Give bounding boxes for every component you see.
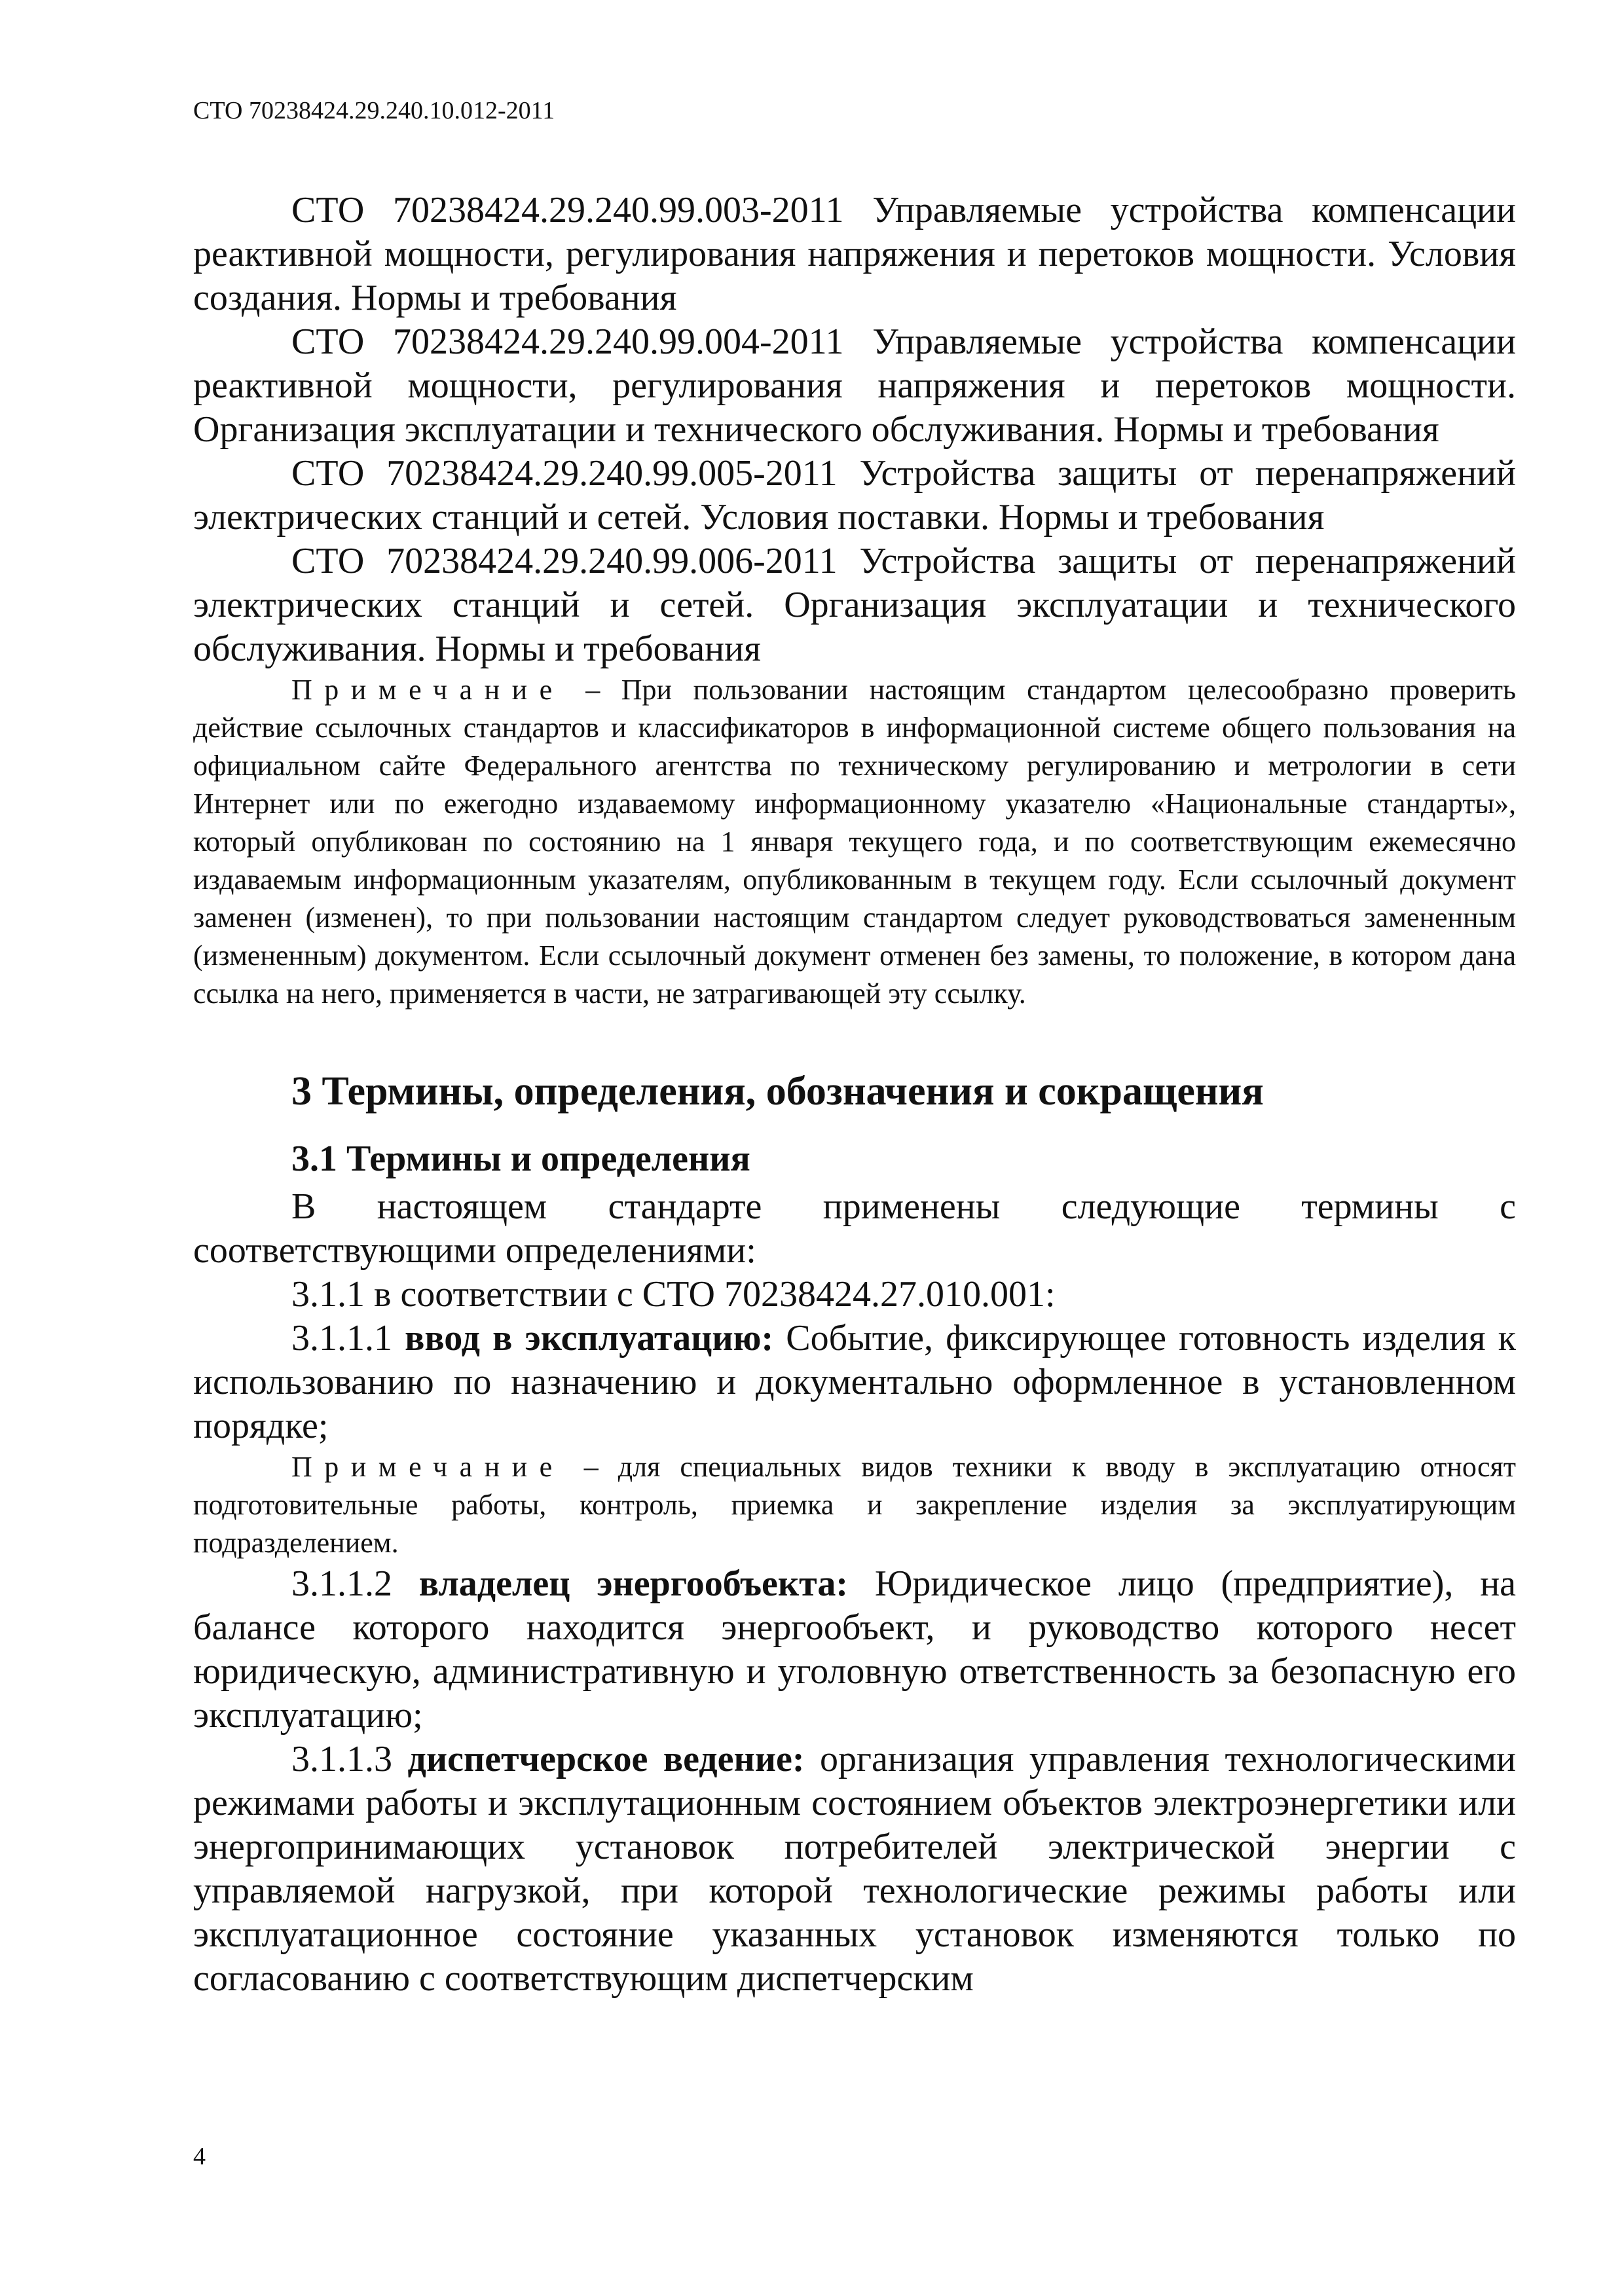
reference-item <box>193 539 1516 671</box>
reference-title: Управляемые устройства компенсации реактивной мощности, регулирования напряжения и перетоков мощности. Организация эксплуатации и технического обслуживания. Нормы и требования <box>193 321 1516 450</box>
note-text: – При пользовании настоящим стандартом целесообразно проверить действие ссылочных стандартов и классификаторов в информационной системе общего пользования на официальном сайте Федерального агентства по техническому регулированию и метрологии в сети Интернет или по ежегодно издаваемому информационному указателю «Национальные стандарты», который опубликован по состоянию на 1 января текущего года, и по соответствующим ежемесячно издаваемым информационным указателям, опубликованным в текущем году. Если ссылочный документ заменен (изменен), то при пользовании настоящим стандартом следует руководствоваться замененным (измененным) документом. Если ссылочный документ отменен без замены, то положение, в котором дана ссылка на него, применяется в части, не затрагивающей эту ссылку. <box>193 674 1516 1010</box>
term-definition: Юридическое лицо (предприятие), на балансе которого находится энергообъект, и руководство которого несет юридическую, административную и уголовную ответственность за безопасную его эксплуатацию; <box>193 1563 1517 1736</box>
term-name: владелец энергообъекта: <box>418 1563 849 1604</box>
section-heading: 3 Термины, определения, обозначения и сокращения <box>291 1069 1264 1114</box>
term-entry <box>193 1562 1516 1738</box>
term-definition: Событие, фиксирующее готовность изделия к использованию по назначению и документально оформленное в установленном порядке; <box>193 1318 1516 1446</box>
reference-item <box>193 189 1516 320</box>
clause-3-1-1: 3.1.1 в соответствии с СТО 70238424.27.010.001: <box>291 1274 1056 1315</box>
running-header: СТО 70238424.29.240.10.012-2011 <box>193 97 555 124</box>
reference-code: СТО 70238424.29.240.99.003-2011 <box>291 190 844 230</box>
reference-title: Устройства защиты от перенапряжений электрических станций и сетей. Условия поставки. Нормы и требования <box>193 453 1516 538</box>
note-label: Примечание <box>291 674 564 706</box>
reference-code: СТО 70238424.29.240.99.005-2011 <box>291 453 838 494</box>
term-name: диспетчерское ведение: <box>407 1739 805 1779</box>
note-text: – для специальных видов техники к вводу в эксплуатацию относят подготовительные работы, контроль, приемка и закрепление изделия за эксплуатирующим подразделением. <box>193 1451 1516 1559</box>
term-number: 3.1.1.3 <box>291 1739 392 1779</box>
note-references <box>193 671 1516 1013</box>
note-term <box>193 1448 1516 1562</box>
page-number: 4 <box>193 2143 206 2170</box>
terms-intro: В настоящем стандарте применены следующие термины с соответствующими определениями: <box>193 1186 1516 1271</box>
term-number: 3.1.1.1 <box>291 1318 392 1358</box>
term-number: 3.1.1.2 <box>291 1563 392 1604</box>
reference-item <box>193 320 1516 452</box>
note-label: Примечание <box>291 1451 564 1483</box>
reference-code: СТО 70238424.29.240.99.004-2011 <box>291 321 844 362</box>
term-entry <box>193 1317 1516 1448</box>
subsection-heading: 3.1 Термины и определения <box>291 1139 750 1179</box>
reference-title: Устройства защиты от перенапряжений электрических станций и сетей. Организация эксплуатации и технического обслуживания. Нормы и требования <box>193 541 1516 669</box>
term-entry <box>193 1738 1516 2001</box>
term-name: ввод в эксплуатацию: <box>405 1318 774 1358</box>
term-definition: организация управления технологическими режимами работы и эксплутационным состоянием объектов электроэнергетики или энергопринимающих установок потребителей электрической энергии с управляемой нагрузкой, при которой технологические режимы работы или эксплуатационное состояние указанных установок изменяются только по согласованию с соответствующим диспетчерским <box>193 1739 1516 1999</box>
page-body <box>193 189 1516 2001</box>
reference-code: СТО 70238424.29.240.99.006-2011 <box>291 541 838 581</box>
reference-title: Управляемые устройства компенсации реактивной мощности, регулирования напряжения и перетоков мощности. Условия создания. Нормы и требования <box>193 190 1516 318</box>
reference-item <box>193 452 1516 539</box>
